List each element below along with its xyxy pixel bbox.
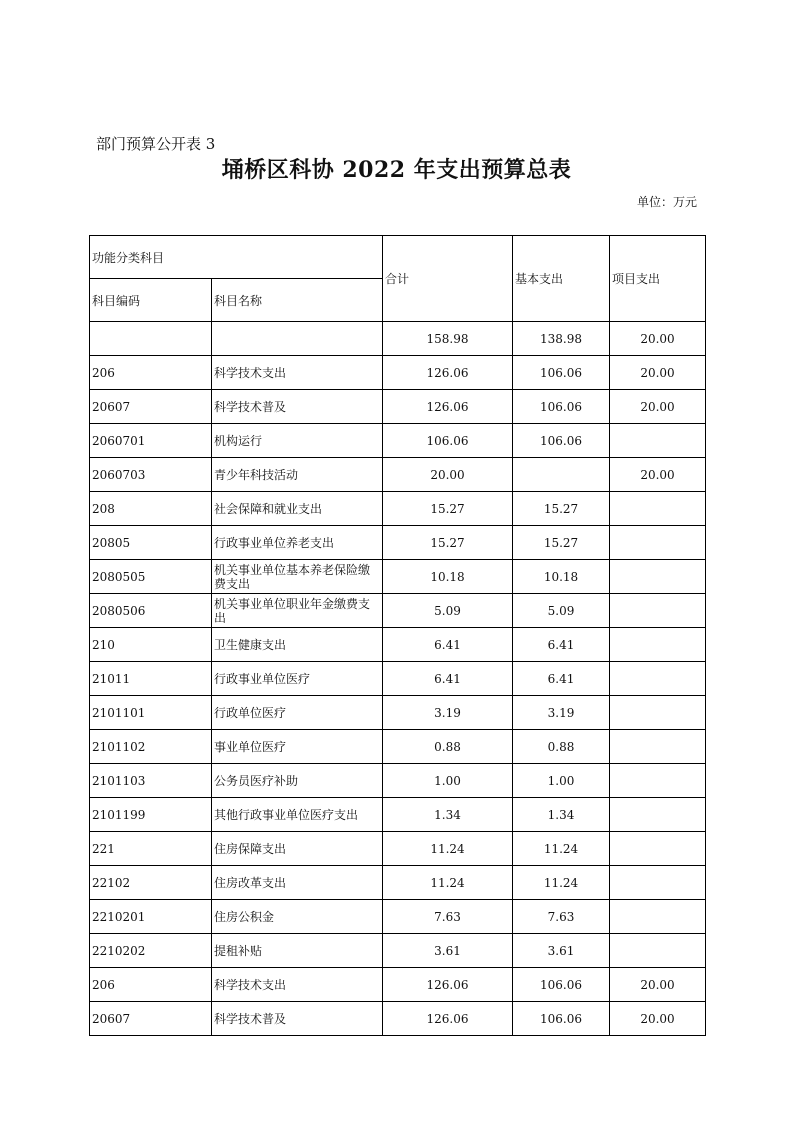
name-cell: 社会保障和就业支出 — [212, 492, 383, 526]
basic-cell: 11.24 — [513, 866, 610, 900]
total-cell: 5.09 — [383, 594, 513, 628]
basic-cell: 138.98 — [513, 322, 610, 356]
total-cell: 1.00 — [383, 764, 513, 798]
project-cell — [610, 628, 706, 662]
code-cell: 2080506 — [90, 594, 212, 628]
code-cell: 2101102 — [90, 730, 212, 764]
total-cell: 15.27 — [383, 526, 513, 560]
project-cell — [610, 730, 706, 764]
table-row — [90, 764, 706, 798]
project-cell — [610, 934, 706, 968]
header-code: 科目编码 — [90, 279, 212, 322]
total-cell: 126.06 — [383, 390, 513, 424]
table-row — [90, 458, 706, 492]
basic-cell: 0.88 — [513, 730, 610, 764]
project-cell: 20.00 — [610, 322, 706, 356]
table-row — [90, 730, 706, 764]
name-cell: 科学技术支出 — [212, 356, 383, 390]
table-row — [90, 628, 706, 662]
total-cell: 126.06 — [383, 1002, 513, 1036]
total-cell: 6.41 — [383, 662, 513, 696]
basic-cell: 6.41 — [513, 628, 610, 662]
project-cell: 20.00 — [610, 968, 706, 1002]
table-row — [90, 1002, 706, 1036]
total-cell: 126.06 — [383, 968, 513, 1002]
project-cell: 20.00 — [610, 390, 706, 424]
name-cell: 科学技术普及 — [212, 390, 383, 424]
header-name: 科目名称 — [212, 279, 383, 322]
basic-cell: 1.34 — [513, 798, 610, 832]
basic-cell: 1.00 — [513, 764, 610, 798]
project-cell: 20.00 — [610, 1002, 706, 1036]
name-cell: 住房保障支出 — [212, 832, 383, 866]
name-cell: 住房改革支出 — [212, 866, 383, 900]
table-row — [90, 560, 706, 594]
project-cell: 20.00 — [610, 458, 706, 492]
basic-cell: 3.61 — [513, 934, 610, 968]
name-cell — [212, 322, 383, 356]
table-row — [90, 798, 706, 832]
table-row — [90, 866, 706, 900]
table-row — [90, 696, 706, 730]
basic-cell: 10.18 — [513, 560, 610, 594]
total-cell: 11.24 — [383, 866, 513, 900]
project-cell — [610, 798, 706, 832]
name-cell: 住房公积金 — [212, 900, 383, 934]
table-row — [90, 356, 706, 390]
name-cell: 机关事业单位基本养老保险缴费支出 — [212, 560, 383, 594]
project-cell — [610, 424, 706, 458]
project-cell — [610, 526, 706, 560]
table-row — [90, 492, 706, 526]
header-row-top — [90, 236, 706, 279]
code-cell: 2060701 — [90, 424, 212, 458]
project-cell — [610, 662, 706, 696]
code-cell: 206 — [90, 356, 212, 390]
name-cell: 行政事业单位养老支出 — [212, 526, 383, 560]
header-function-category: 功能分类科目 — [90, 236, 383, 279]
basic-cell: 106.06 — [513, 968, 610, 1002]
code-cell: 20607 — [90, 390, 212, 424]
basic-cell: 3.19 — [513, 696, 610, 730]
table-row — [90, 594, 706, 628]
name-cell: 机关事业单位职业年金缴费支出 — [212, 594, 383, 628]
project-cell — [610, 696, 706, 730]
header-project-expense: 项目支出 — [610, 236, 706, 322]
code-cell: 21011 — [90, 662, 212, 696]
name-cell: 公务员医疗补助 — [212, 764, 383, 798]
table-subtitle: 部门预算公开表 3 — [96, 135, 216, 153]
code-cell: 2210201 — [90, 900, 212, 934]
project-cell — [610, 866, 706, 900]
table-row — [90, 832, 706, 866]
basic-cell: 5.09 — [513, 594, 610, 628]
basic-cell: 15.27 — [513, 526, 610, 560]
basic-cell: 11.24 — [513, 832, 610, 866]
name-cell: 事业单位医疗 — [212, 730, 383, 764]
code-cell: 221 — [90, 832, 212, 866]
name-cell: 科学技术普及 — [212, 1002, 383, 1036]
budget-table — [89, 235, 706, 1036]
total-cell: 10.18 — [383, 560, 513, 594]
code-cell: 2101101 — [90, 696, 212, 730]
unit-label: 单位：万元 — [636, 195, 697, 209]
basic-cell — [513, 458, 610, 492]
name-cell: 机构运行 — [212, 424, 383, 458]
table-row — [90, 900, 706, 934]
basic-cell: 7.63 — [513, 900, 610, 934]
total-cell: 158.98 — [383, 322, 513, 356]
project-cell — [610, 560, 706, 594]
basic-cell: 106.06 — [513, 424, 610, 458]
table-row — [90, 934, 706, 968]
page-title: 埇桥区科协 2022 年支出预算总表 — [221, 157, 572, 183]
code-cell: 2080505 — [90, 560, 212, 594]
project-cell — [610, 900, 706, 934]
total-cell: 126.06 — [383, 356, 513, 390]
total-cell: 6.41 — [383, 628, 513, 662]
name-cell: 行政事业单位医疗 — [212, 662, 383, 696]
code-cell: 20607 — [90, 1002, 212, 1036]
code-cell: 2101103 — [90, 764, 212, 798]
project-cell — [610, 764, 706, 798]
total-cell: 106.06 — [383, 424, 513, 458]
project-cell — [610, 832, 706, 866]
project-cell — [610, 492, 706, 526]
header-total: 合计 — [383, 236, 513, 322]
header-basic-expense: 基本支出 — [513, 236, 610, 322]
basic-cell: 106.06 — [513, 1002, 610, 1036]
code-cell: 2060703 — [90, 458, 212, 492]
total-cell: 1.34 — [383, 798, 513, 832]
total-cell: 15.27 — [383, 492, 513, 526]
total-cell: 7.63 — [383, 900, 513, 934]
total-cell: 3.19 — [383, 696, 513, 730]
table-row — [90, 662, 706, 696]
code-cell — [90, 322, 212, 356]
table-row — [90, 390, 706, 424]
table-row — [90, 424, 706, 458]
name-cell: 提租补贴 — [212, 934, 383, 968]
name-cell: 科学技术支出 — [212, 968, 383, 1002]
code-cell: 2210202 — [90, 934, 212, 968]
total-cell: 0.88 — [383, 730, 513, 764]
code-cell: 22102 — [90, 866, 212, 900]
table-row — [90, 968, 706, 1002]
code-cell: 210 — [90, 628, 212, 662]
code-cell: 2101199 — [90, 798, 212, 832]
total-cell: 20.00 — [383, 458, 513, 492]
name-cell: 卫生健康支出 — [212, 628, 383, 662]
basic-cell: 106.06 — [513, 356, 610, 390]
basic-cell: 15.27 — [513, 492, 610, 526]
basic-cell: 6.41 — [513, 662, 610, 696]
name-cell: 青少年科技活动 — [212, 458, 383, 492]
basic-cell: 106.06 — [513, 390, 610, 424]
name-cell: 其他行政事业单位医疗支出 — [212, 798, 383, 832]
code-cell: 208 — [90, 492, 212, 526]
project-cell — [610, 594, 706, 628]
total-cell: 11.24 — [383, 832, 513, 866]
code-cell: 206 — [90, 968, 212, 1002]
project-cell: 20.00 — [610, 356, 706, 390]
table-row — [90, 526, 706, 560]
code-cell: 20805 — [90, 526, 212, 560]
total-cell: 3.61 — [383, 934, 513, 968]
name-cell: 行政单位医疗 — [212, 696, 383, 730]
table-row — [90, 322, 706, 356]
